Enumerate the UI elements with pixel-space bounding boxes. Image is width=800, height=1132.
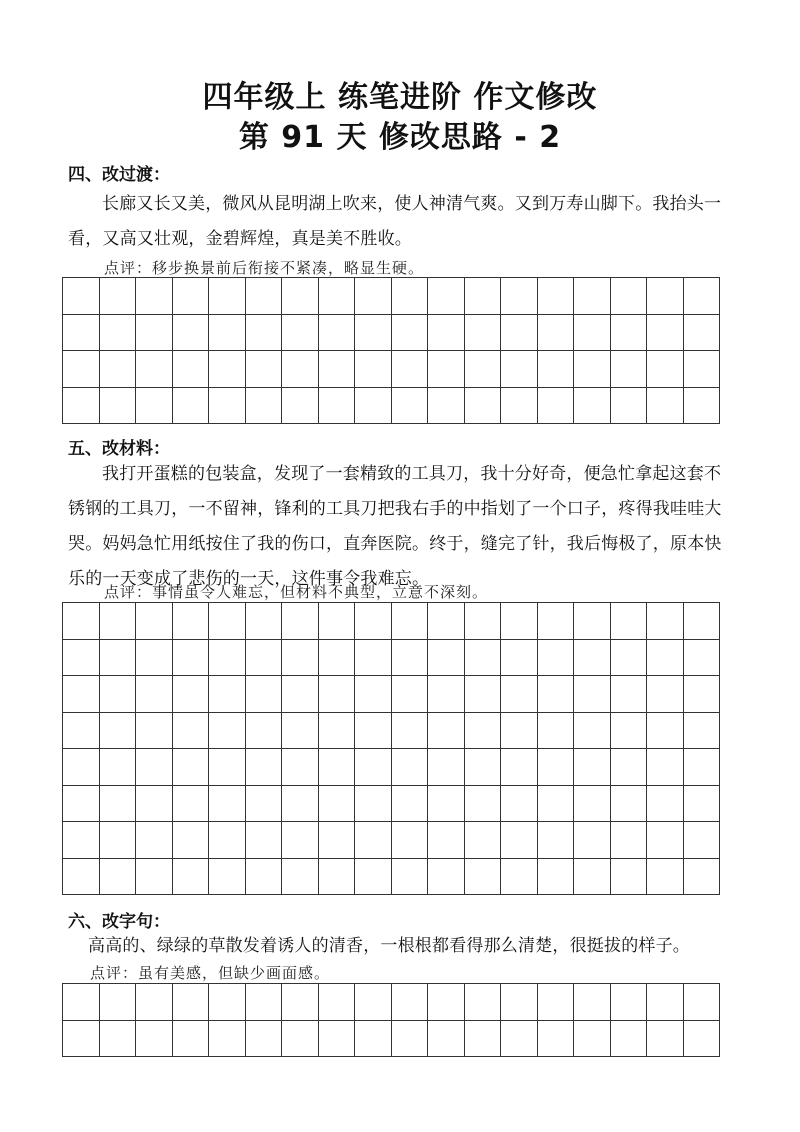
grid-cell[interactable] (209, 314, 246, 351)
grid-cell[interactable] (683, 314, 720, 351)
grid-cell[interactable] (136, 785, 173, 822)
grid-cell[interactable] (245, 603, 282, 640)
grid-row (63, 639, 720, 676)
grid-cell[interactable] (391, 984, 428, 1021)
grid-cell[interactable] (428, 984, 465, 1021)
grid-cell[interactable] (209, 712, 246, 749)
grid-cell[interactable] (355, 785, 392, 822)
grid-cell[interactable] (501, 676, 538, 713)
grid-cell[interactable] (501, 822, 538, 859)
page-title: 四年级上 练笔进阶 作文修改 (202, 80, 598, 115)
grid-cell[interactable] (428, 351, 465, 388)
section-heading-sentence: 六、改字句： (68, 912, 170, 932)
grid-cell[interactable] (610, 712, 647, 749)
grid-cell[interactable] (282, 712, 319, 749)
grid-cell[interactable] (537, 984, 574, 1021)
grid-cell[interactable] (647, 712, 684, 749)
grid-cell[interactable] (647, 858, 684, 895)
grid-cell[interactable] (391, 603, 428, 640)
grid-row (63, 712, 720, 749)
grid-cell[interactable] (63, 858, 100, 895)
writing-grid-material[interactable] (62, 602, 720, 895)
grid-cell[interactable] (172, 387, 209, 424)
grid-cell[interactable] (464, 603, 501, 640)
grid-cell[interactable] (99, 603, 136, 640)
writing-grid-transition[interactable] (62, 277, 720, 424)
grid-cell[interactable] (391, 785, 428, 822)
grid-cell[interactable] (245, 351, 282, 388)
grid-cell[interactable] (574, 278, 611, 315)
grid-cell[interactable] (136, 278, 173, 315)
grid-cell[interactable] (647, 1020, 684, 1057)
grid-cell[interactable] (136, 314, 173, 351)
grid-cell[interactable] (99, 314, 136, 351)
grid-cell[interactable] (355, 351, 392, 388)
grid-cell[interactable] (428, 676, 465, 713)
grid-cell[interactable] (428, 858, 465, 895)
grid-cell[interactable] (282, 603, 319, 640)
grid-cell[interactable] (318, 603, 355, 640)
grid-row (63, 314, 720, 351)
section-heading-material: 五、改材料： (68, 439, 170, 459)
grid-cell[interactable] (464, 712, 501, 749)
grid-cell[interactable] (209, 1020, 246, 1057)
grid-cell[interactable] (501, 351, 538, 388)
grid-row (63, 676, 720, 713)
grid-cell[interactable] (318, 639, 355, 676)
grid-cell[interactable] (428, 387, 465, 424)
grid-cell[interactable] (501, 278, 538, 315)
grid-cell[interactable] (428, 712, 465, 749)
grid-cell[interactable] (428, 1020, 465, 1057)
grid-cell[interactable] (318, 712, 355, 749)
grid-cell[interactable] (428, 603, 465, 640)
grid-cell[interactable] (318, 387, 355, 424)
grid-cell[interactable] (355, 387, 392, 424)
grid-cell[interactable] (464, 351, 501, 388)
grid-cell[interactable] (428, 785, 465, 822)
grid-cell[interactable] (282, 314, 319, 351)
grid-cell[interactable] (63, 712, 100, 749)
grid-cell[interactable] (245, 676, 282, 713)
grid-cell[interactable] (318, 822, 355, 859)
comment-sentence: 点评：虽有美感，但缺少画面感。 (90, 964, 331, 982)
grid-cell[interactable] (136, 1020, 173, 1057)
grid-cell[interactable] (537, 785, 574, 822)
essay-text-sentence: 高高的、绿绿的草散发着诱人的清香，一根根都看得那么清楚，很挺拔的样子。 (88, 936, 690, 956)
grid-cell[interactable] (99, 858, 136, 895)
grid-cell[interactable] (172, 785, 209, 822)
grid-cell[interactable] (355, 639, 392, 676)
grid-cell[interactable] (355, 1020, 392, 1057)
grid-cell[interactable] (391, 858, 428, 895)
grid-cell[interactable] (245, 314, 282, 351)
grid-cell[interactable] (318, 676, 355, 713)
grid-cell[interactable] (63, 387, 100, 424)
grid-cell[interactable] (501, 749, 538, 786)
grid-cell[interactable] (647, 749, 684, 786)
grid-cell[interactable] (391, 822, 428, 859)
grid-cell[interactable] (574, 676, 611, 713)
grid-cell[interactable] (209, 858, 246, 895)
grid-cell[interactable] (245, 387, 282, 424)
grid-cell[interactable] (464, 822, 501, 859)
grid-cell[interactable] (537, 712, 574, 749)
grid-cell[interactable] (282, 1020, 319, 1057)
grid-cell[interactable] (464, 278, 501, 315)
grid-cell[interactable] (683, 1020, 720, 1057)
grid-cell[interactable] (683, 785, 720, 822)
grid-cell[interactable] (172, 314, 209, 351)
grid-cell[interactable] (99, 278, 136, 315)
grid-cell[interactable] (464, 676, 501, 713)
grid-cell[interactable] (537, 858, 574, 895)
grid-cell[interactable] (683, 749, 720, 786)
grid-cell[interactable] (209, 639, 246, 676)
grid-cell[interactable] (355, 712, 392, 749)
grid-cell[interactable] (63, 984, 100, 1021)
grid-cell[interactable] (245, 1020, 282, 1057)
grid-cell[interactable] (501, 712, 538, 749)
grid-cell[interactable] (391, 639, 428, 676)
grid-cell[interactable] (610, 387, 647, 424)
grid-row (63, 1020, 720, 1057)
grid-cell[interactable] (537, 822, 574, 859)
grid-cell[interactable] (574, 387, 611, 424)
grid-cell[interactable] (99, 1020, 136, 1057)
grid-cell[interactable] (683, 278, 720, 315)
grid-cell[interactable] (464, 1020, 501, 1057)
grid-cell[interactable] (610, 1020, 647, 1057)
page-subtitle: 第 91 天 修改思路 - 2 (238, 120, 562, 155)
grid-cell[interactable] (355, 822, 392, 859)
grid-cell[interactable] (647, 387, 684, 424)
grid-cell[interactable] (464, 858, 501, 895)
grid-cell[interactable] (209, 984, 246, 1021)
grid-cell[interactable] (610, 858, 647, 895)
grid-cell[interactable] (391, 676, 428, 713)
grid-cell[interactable] (391, 278, 428, 315)
grid-cell[interactable] (610, 278, 647, 315)
grid-cell[interactable] (282, 278, 319, 315)
grid-cell[interactable] (574, 1020, 611, 1057)
grid-cell[interactable] (647, 314, 684, 351)
grid-cell[interactable] (245, 639, 282, 676)
grid-cell[interactable] (282, 676, 319, 713)
grid-cell[interactable] (683, 639, 720, 676)
grid-cell[interactable] (501, 785, 538, 822)
grid-cell[interactable] (172, 676, 209, 713)
grid-cell[interactable] (245, 785, 282, 822)
grid-cell[interactable] (172, 984, 209, 1021)
grid-row (63, 603, 720, 640)
grid-cell[interactable] (464, 387, 501, 424)
grid-cell[interactable] (209, 603, 246, 640)
grid-cell[interactable] (209, 749, 246, 786)
grid-cell[interactable] (209, 278, 246, 315)
grid-cell[interactable] (63, 603, 100, 640)
grid-cell[interactable] (63, 314, 100, 351)
grid-cell[interactable] (610, 603, 647, 640)
grid-cell[interactable] (683, 351, 720, 388)
grid-cell[interactable] (647, 603, 684, 640)
grid-cell[interactable] (574, 858, 611, 895)
grid-cell[interactable] (136, 351, 173, 388)
grid-cell[interactable] (99, 712, 136, 749)
grid-row (63, 278, 720, 315)
grid-cell[interactable] (391, 749, 428, 786)
grid-cell[interactable] (63, 1020, 100, 1057)
grid-cell[interactable] (574, 785, 611, 822)
grid-row (63, 822, 720, 859)
grid-cell[interactable] (574, 351, 611, 388)
grid-row (63, 858, 720, 895)
grid-cell[interactable] (209, 785, 246, 822)
grid-cell[interactable] (282, 822, 319, 859)
grid-cell[interactable] (282, 858, 319, 895)
grid-cell[interactable] (209, 676, 246, 713)
grid-cell[interactable] (574, 822, 611, 859)
comment-transition: 点评：移步换景前后衔接不紧凑，略显生硬。 (104, 259, 425, 277)
grid-cell[interactable] (647, 984, 684, 1021)
grid-cell[interactable] (318, 984, 355, 1021)
grid-cell[interactable] (647, 639, 684, 676)
grid-cell[interactable] (136, 676, 173, 713)
grid-row (63, 984, 720, 1021)
grid-cell[interactable] (172, 1020, 209, 1057)
grid-cell[interactable] (428, 639, 465, 676)
grid-cell[interactable] (391, 314, 428, 351)
grid-cell[interactable] (63, 822, 100, 859)
grid-cell[interactable] (172, 822, 209, 859)
grid-cell[interactable] (501, 387, 538, 424)
grid-cell[interactable] (318, 351, 355, 388)
grid-cell[interactable] (282, 785, 319, 822)
grid-cell[interactable] (537, 749, 574, 786)
grid-cell[interactable] (136, 749, 173, 786)
grid-cell[interactable] (63, 639, 100, 676)
grid-cell[interactable] (99, 984, 136, 1021)
grid-cell[interactable] (683, 984, 720, 1021)
grid-cell[interactable] (136, 858, 173, 895)
grid-cell[interactable] (428, 749, 465, 786)
grid-cell[interactable] (610, 676, 647, 713)
grid-row (63, 749, 720, 786)
grid-cell[interactable] (99, 785, 136, 822)
grid-cell[interactable] (99, 639, 136, 676)
grid-cell[interactable] (391, 712, 428, 749)
essay-text-material: 我打开蛋糕的包装盒，发现了一套精致的工具刀，我十分好奇，便急忙拿起这套不锈钢的工具刀，一不留神，锋利的工具刀把我右手的中指划了一个口子，疼得我哇哇大哭。妈妈急忙用纸按住了我的伤口，直奔医院。终于，缝完了针，我后悔极了，原本快乐的一天变成了悲伤的一天，这件事令我难忘。 (68, 464, 722, 589)
grid-cell[interactable] (63, 785, 100, 822)
grid-cell[interactable] (647, 278, 684, 315)
grid-cell[interactable] (574, 712, 611, 749)
grid-cell[interactable] (245, 712, 282, 749)
grid-cell[interactable] (99, 676, 136, 713)
grid-cell[interactable] (428, 822, 465, 859)
grid-cell[interactable] (428, 314, 465, 351)
grid-cell[interactable] (610, 984, 647, 1021)
grid-row (63, 351, 720, 388)
grid-cell[interactable] (355, 278, 392, 315)
grid-cell[interactable] (537, 676, 574, 713)
grid-cell[interactable] (464, 785, 501, 822)
grid-cell[interactable] (282, 351, 319, 388)
grid-cell[interactable] (610, 351, 647, 388)
grid-cell[interactable] (647, 785, 684, 822)
grid-cell[interactable] (172, 278, 209, 315)
grid-cell[interactable] (355, 858, 392, 895)
grid-cell[interactable] (647, 351, 684, 388)
grid-cell[interactable] (136, 639, 173, 676)
grid-cell[interactable] (99, 749, 136, 786)
grid-cell[interactable] (464, 749, 501, 786)
grid-cell[interactable] (136, 822, 173, 859)
grid-cell[interactable] (355, 984, 392, 1021)
grid-cell[interactable] (464, 639, 501, 676)
grid-cell[interactable] (501, 1020, 538, 1057)
grid-cell[interactable] (391, 1020, 428, 1057)
grid-cell[interactable] (282, 639, 319, 676)
grid-cell[interactable] (355, 314, 392, 351)
grid-cell[interactable] (318, 785, 355, 822)
grid-cell[interactable] (209, 351, 246, 388)
grid-cell[interactable] (501, 858, 538, 895)
grid-cell[interactable] (282, 387, 319, 424)
grid-cell[interactable] (136, 984, 173, 1021)
grid-cell[interactable] (610, 785, 647, 822)
grid-cell[interactable] (172, 712, 209, 749)
grid-cell[interactable] (63, 351, 100, 388)
grid-cell[interactable] (574, 314, 611, 351)
grid-cell[interactable] (501, 603, 538, 640)
grid-cell[interactable] (209, 822, 246, 859)
grid-cell[interactable] (245, 278, 282, 315)
grid-cell[interactable] (245, 749, 282, 786)
grid-row (63, 785, 720, 822)
grid-cell[interactable] (574, 749, 611, 786)
grid-cell[interactable] (501, 639, 538, 676)
grid-cell[interactable] (428, 278, 465, 315)
grid-cell[interactable] (136, 712, 173, 749)
grid-cell[interactable] (610, 822, 647, 859)
grid-cell[interactable] (282, 984, 319, 1021)
grid-cell[interactable] (501, 314, 538, 351)
grid-cell[interactable] (318, 314, 355, 351)
grid-row (63, 387, 720, 424)
grid-cell[interactable] (647, 676, 684, 713)
grid-cell[interactable] (574, 984, 611, 1021)
grid-cell[interactable] (610, 749, 647, 786)
grid-cell[interactable] (574, 639, 611, 676)
comment-material: 点评：事情虽令人难忘，但材料不典型，立意不深刻。 (104, 583, 489, 601)
grid-cell[interactable] (537, 603, 574, 640)
grid-cell[interactable] (391, 387, 428, 424)
grid-cell[interactable] (537, 1020, 574, 1057)
grid-cell[interactable] (209, 387, 246, 424)
grid-cell[interactable] (245, 984, 282, 1021)
grid-cell[interactable] (318, 858, 355, 895)
grid-cell[interactable] (172, 639, 209, 676)
grid-cell[interactable] (683, 676, 720, 713)
grid-cell[interactable] (282, 749, 319, 786)
grid-cell[interactable] (136, 387, 173, 424)
grid-cell[interactable] (391, 351, 428, 388)
grid-cell[interactable] (172, 351, 209, 388)
grid-cell[interactable] (318, 1020, 355, 1057)
grid-cell[interactable] (99, 387, 136, 424)
grid-cell[interactable] (172, 749, 209, 786)
grid-cell[interactable] (537, 639, 574, 676)
grid-cell[interactable] (537, 351, 574, 388)
grid-cell[interactable] (355, 603, 392, 640)
grid-cell[interactable] (355, 749, 392, 786)
grid-cell[interactable] (318, 278, 355, 315)
grid-cell[interactable] (245, 822, 282, 859)
grid-cell[interactable] (172, 603, 209, 640)
essay-text-transition: 长廊又长又美，微风从昆明湖上吹来，使人神清气爽。又到万寿山脚下。我抬头一看，又高又壮观，金碧辉煌，真是美不胜收。 (68, 194, 722, 249)
grid-cell[interactable] (63, 278, 100, 315)
grid-cell[interactable] (683, 603, 720, 640)
grid-cell[interactable] (683, 822, 720, 859)
grid-cell[interactable] (647, 822, 684, 859)
grid-cell[interactable] (172, 858, 209, 895)
grid-cell[interactable] (537, 387, 574, 424)
grid-cell[interactable] (136, 603, 173, 640)
grid-cell[interactable] (464, 984, 501, 1021)
grid-cell[interactable] (683, 712, 720, 749)
grid-cell[interactable] (245, 858, 282, 895)
section-heading-transition: 四、改过渡： (68, 165, 170, 185)
grid-cell[interactable] (355, 676, 392, 713)
grid-cell[interactable] (501, 984, 538, 1021)
grid-cell[interactable] (610, 639, 647, 676)
grid-cell[interactable] (574, 603, 611, 640)
grid-cell[interactable] (99, 822, 136, 859)
grid-cell[interactable] (63, 749, 100, 786)
grid-cell[interactable] (610, 314, 647, 351)
grid-cell[interactable] (683, 858, 720, 895)
grid-cell[interactable] (537, 314, 574, 351)
grid-cell[interactable] (318, 749, 355, 786)
grid-cell[interactable] (464, 314, 501, 351)
grid-cell[interactable] (537, 278, 574, 315)
grid-cell[interactable] (63, 676, 100, 713)
grid-cell[interactable] (99, 351, 136, 388)
writing-grid-sentence[interactable] (62, 983, 720, 1057)
grid-cell[interactable] (683, 387, 720, 424)
